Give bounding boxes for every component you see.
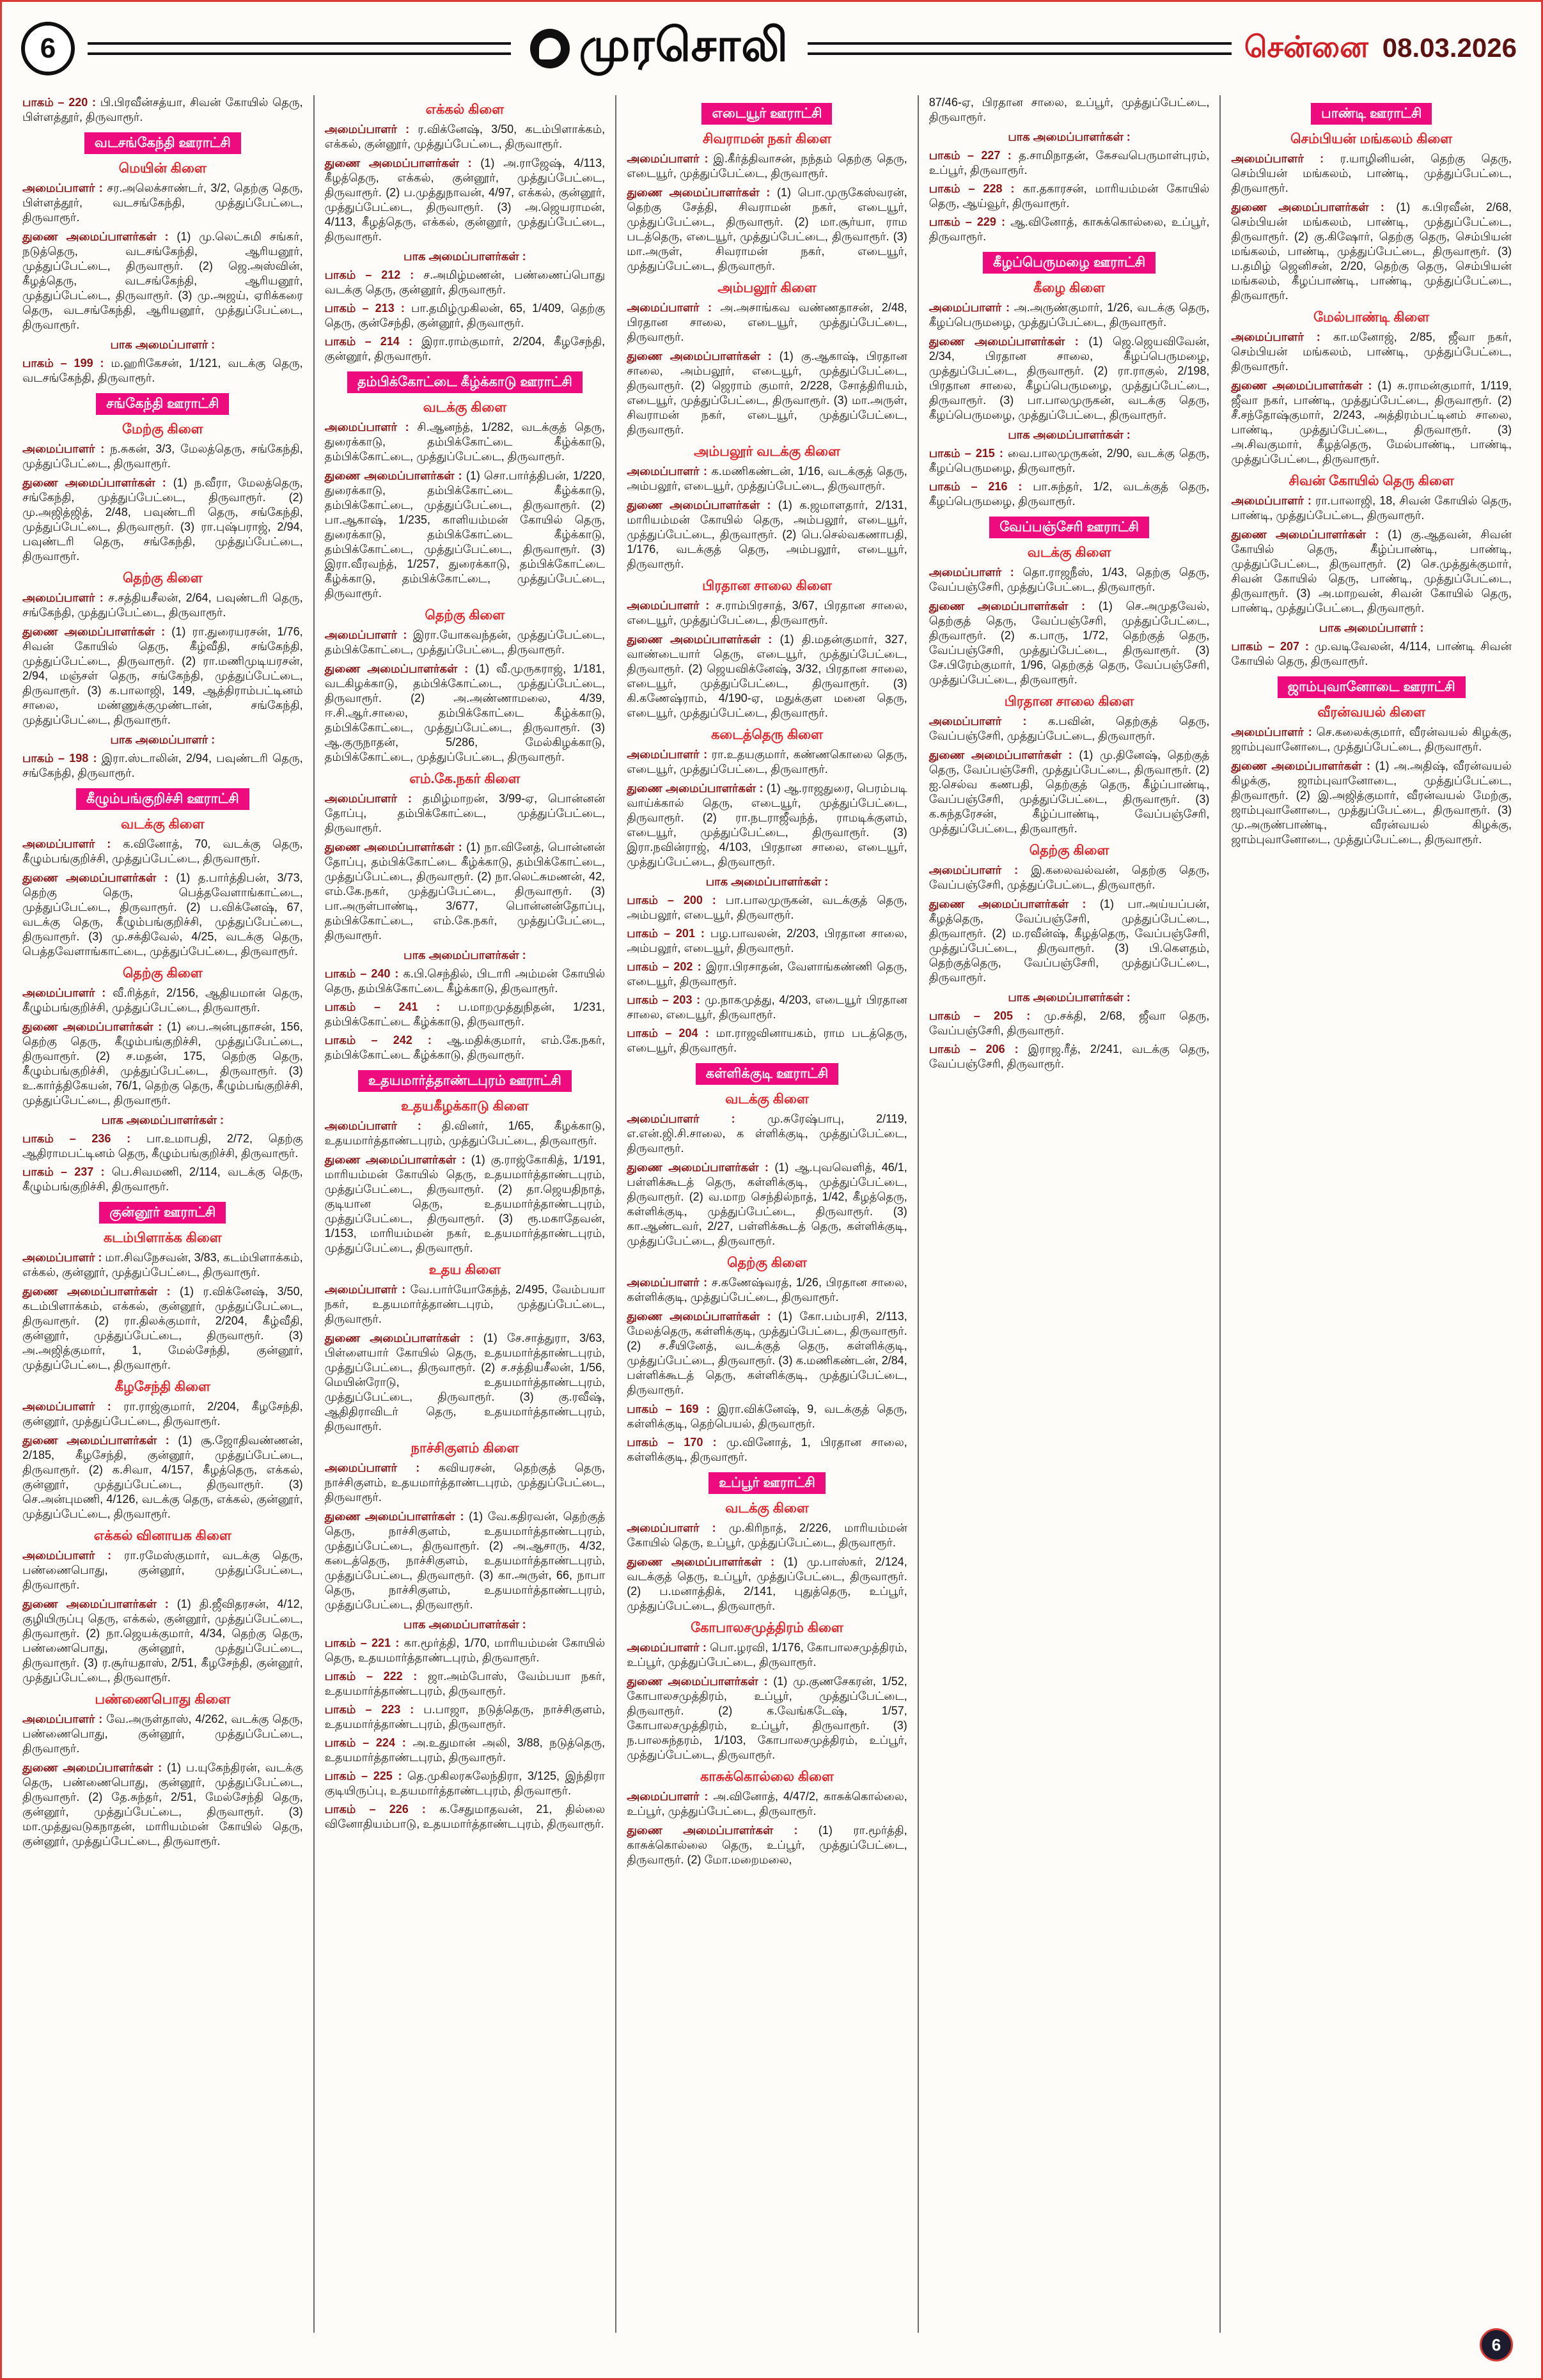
- organizer-entry: அமைப்பாளர் : மு.சுரேஷ்பாபு, 2/119, எ.என்.ஜி.சி.சாலை, க ள்ளிக்குடி, முத்துப்பேட்டை, திருவாரூர்.: [627, 1112, 907, 1155]
- organizer-entry: அமைப்பாளர் : ச.ராம்பிரசாத், 3/67, பிரதான சாலை, எடையூர், முத்துப்பேட்டை, திருவாரூர்.: [627, 599, 907, 626]
- field-label: பாகம் – 205 :: [928, 1009, 1031, 1022]
- field-label: பாகம் – 241 :: [324, 1000, 441, 1013]
- branch-header: கீழசேந்தி கிளை: [114, 1380, 210, 1394]
- field-label: அமைப்பாளர் :: [22, 837, 111, 850]
- deputy-organizers-entry: துணை அமைப்பாளர்கள் : (1) தி.ஜீவிதரசன், 4/12, குழியிருப்பு தெரு, எக்கல், குன்னூர், முத்துப்பேட்டை, திருவாரூர். (2) நா.ஜெயக்குமார், 4/34, தெற்கு தெரு, பண்ணைபொது, குன்னூர், முத்துப்பேட்டை, திருவாரூர். (3) ர.சூர்யதாஸ், 2/51, கீழசேந்தி, குன்னூர், முத்துப்பேட்டை, திருவாரூர்.: [22, 1598, 303, 1684]
- branch-header: அம்பலூர் கிளை: [717, 281, 817, 295]
- deputy-organizers-entry: துணை அமைப்பாளர்கள் : (1) தி.மதன்குமார், 327, வாண்டையார் தெரு, எடையூர், முத்துப்பேட்டை, திருவாரூர். (2) ஜெயவிக்னேஷ், 3/32, பிரதான சாலை, எடையூர், முத்துப்பேட்டை, திருவாரூர். (3) கி.கணேஷ்ராம், 4/190-ஏ, மதுக்குள மனை தெரு, எடையூர், முத்துப்பேட்டை, திருவாரூர்.: [627, 633, 907, 719]
- field-label: அமைப்பாளர் :: [928, 301, 1010, 314]
- organizer-entry: அமைப்பாளர் : அ.அருண்குமார், 1/26, வடக்கு தெரு, கீழப்பெருமழை, முத்துப்பேட்டை, திருவாரூர்.: [928, 301, 1210, 329]
- part-entry: பாகம் – 206 : இராஜ.ரீத், 2/241, வடக்கு தெரு, வேப்பஞ்சேரி, திருவாரூர்.: [928, 1043, 1210, 1070]
- field-label: அமைப்பாளர் :: [627, 301, 712, 314]
- branch-header: கடைத்தெரு கிளை: [710, 727, 823, 742]
- field-label: துணை அமைப்பாளர்கள் :: [928, 749, 1072, 761]
- branch-header: சிவராமன் நகர் கிளை: [702, 132, 832, 146]
- branch-header: செம்பியன் மங்கலம் கிளை: [1290, 132, 1453, 146]
- part-organizers-heading: பாக அமைப்பாளர்கள் :: [1008, 428, 1131, 441]
- masthead-rule-right: [808, 42, 1231, 55]
- deputy-organizers-entry: துணை அமைப்பாளர்கள் : (1) கு.ராஜ்கோகித், 1/191, மாரியம்மன் கோயில் தெரு, உதயமார்த்தாண்டபுரம், முத்துப்பேட்டை, திருவாரூர். (2) தா.ஜெயதிநாத், குடியான தெரு, உதயமார்த்தாண்டபுரம், முத்துப்பேட்டை, திருவாரூர். (3) ரூ.மகாதேவன், 1/153, மாரியம்மன் நகர், உதயமார்த்தாண்டபுரம், முத்துப்பேட்டை, திருவாரூர்.: [324, 1153, 606, 1254]
- part-entry: பாகம் – 225 : தெ.முகிலரசுலேந்திரா, 3/125, இந்திரா குடியிருப்பு, உதயமார்த்தாண்டபுரம், திருவாரூர்.: [324, 1769, 606, 1797]
- field-label: பாகம் – 216 :: [928, 480, 1022, 493]
- field-label: துணை அமைப்பாளர்கள் :: [1231, 528, 1379, 541]
- branch-header: தெற்கு கிளை: [122, 571, 203, 586]
- organizer-entry: அமைப்பாளர் : கவியரசன், தெற்குத் தெரு, நாச்சிகுளம், உதயமார்த்தாண்டபுரம், முத்துப்பேட்டை, திருவாரூர்.: [324, 1461, 606, 1504]
- deputy-organizers-entry: துணை அமைப்பாளர்கள் : (1) சு.ராமன்குமார், 1/119, ஜீவா நகர், பாண்டி, முத்துப்பேட்டை, திருவாரூர். (2) சீ.சந்தோஷ்குமார், 2/243, அத்திரம்பட்டினம் சாலை, பாண்டி, முத்துப்பேட்டை, திருவாரூர். (3) அ.சிவகுமார், கீழத்தெரு, மேல்பாண்டி, பாண்டி, முத்துப்பேட்டை, திருவாரூர்.: [1231, 379, 1512, 465]
- panchayat-header: எடையூர் ஊராட்சி: [701, 103, 832, 125]
- organizer-entry: அமைப்பாளர் : இரா.யோகவந்தன், முத்துப்பேட்டை, தம்பிக்கோட்டை, முத்துப்பேட்டை, திருவாரூர்.: [324, 628, 606, 656]
- field-label: அமைப்பாளர் :: [324, 1119, 421, 1132]
- field-label: அமைப்பாளர் :: [1231, 152, 1324, 165]
- part-entry: பாகம் – 216 : பா.சுந்தர், 1/2, வடக்குத் தெரு, கீழப்பெருமழை, திருவாரூர்.: [928, 480, 1210, 508]
- deputy-organizers-entry: துணை அமைப்பாளர்கள் : (1) பொ.முருகேஸ்வரன், தெற்கு சேத்தி, சிவராமன் நகர், எடையூர், முத்துப்பேட்டை, திருவாரூர். (2) மா.சூர்யா, ராம படத்தெரு, எடையூர், முத்துப்பேட்டை, திருவாரூர். (3) மா.அருள், சிவராமன் நகர், எடையூர், முத்துப்பேட்டை, திருவாரூர்.: [627, 186, 907, 272]
- field-label: துணை அமைப்பாளர்கள் :: [324, 841, 462, 853]
- panchayat-header: வேப்பஞ்சேரி ஊராட்சி: [989, 517, 1149, 538]
- part-entry: பாகம் – 240 : க.பி.செந்தில், பிடாரி அம்மன் கோயில் தெரு, தம்பிக்கோட்டை கீழ்க்காடு, திருவாரூர்.: [324, 967, 606, 995]
- field-label: துணை அமைப்பாளர்கள் :: [627, 782, 764, 795]
- deputy-organizers-entry: துணை அமைப்பாளர்கள் : (1) ப.யுகேந்திரன், வடக்கு தெரு, பண்ணைபொது, குன்னூர், முத்துப்பேட்டை, திருவாரூர். (2) தே.சுந்தர், 2/51, மேல்சேந்தி தெரு, குன்னூர், முத்துப்பேட்டை, திருவாரூர். (3) மா.முத்துவடுகநாதன், மாரியம்மன் கோயில் தெரு, குன்னூர், முத்துப்பேட்டை, திருவாரூர்.: [22, 1761, 303, 1847]
- field-label: அமைப்பாளர் :: [627, 1790, 709, 1803]
- deputy-organizers-entry: துணை அமைப்பாளர்கள் : (1) மு.குணசேகரன், 1/52, கோபாலசமுத்திரம், உப்பூர், முத்துப்பேட்டை, திருவாரூர். (2) க.வேங்கடேஷ், 1/57, கோபாலசமுத்திரம், உப்பூர், திருவாரூர். (3) ந.பாலசுந்தரம், 1/103, கோபாலசமுத்திரம், உப்பூர், முத்துப்பேட்டை, திருவாரூர்.: [627, 1675, 907, 1761]
- column-1: [21, 95, 315, 2333]
- branch-header: நாச்சிகுளம் கிளை: [411, 1441, 519, 1456]
- deputy-organizers-entry: துணை அமைப்பாளர்கள் : (1) வே.கதிரவன், தெற்குத் தெரு, நாச்சிகுளம், உதயமார்த்தாண்டபுரம், முத்துப்பேட்டை, திருவாரூர். (2) அ.ஆசாரு, 4/32, கடைத்தெரு, நாச்சிகுளம், உதயமார்த்தாண்டபுரம், முத்துப்பேட்டை, திருவாரூர். (3) கா.அருள், 66, நாபா தெரு, நாச்சிகுளம், உதயமார்த்தாண்டபுரம், முத்துப்பேட்டை, திருவாரூர்.: [324, 1510, 606, 1611]
- part-entry: பாகம் – 170 : மு.வினோத், 1, பிரதான சாலை, கள்ளிக்குடி, திருவாரூர்.: [627, 1436, 907, 1463]
- organizer-entry: அமைப்பாளர் : செ.கலைக்குமார், வீரன்வயல் கிழக்கு, ஜாம்புவானோடை, முத்துப்பேட்டை, திருவாரூர்.: [1231, 726, 1512, 753]
- panchayat-header: தம்பிக்கோட்டை கீழ்க்காடு ஊராட்சி: [347, 371, 583, 393]
- part-entry: பாகம் – 201 : பழ.பாவலன், 2/203, பிரதான சாலை, அம்பலூர், எடையூர், திருவாரூர்.: [627, 927, 907, 954]
- field-label: அமைப்பாளர் :: [324, 421, 409, 433]
- panchayat-header: கீழப்பெருமழை ஊராட்சி: [983, 252, 1155, 274]
- field-label: துணை அமைப்பாளர்கள் :: [22, 1434, 169, 1447]
- part-entry: பாகம் – 214 : இரா.ராம்குமார், 2/204, கீழசேந்தி, குன்னூர், திருவாரூர்.: [324, 335, 606, 362]
- organizer-entry: அமைப்பாளர் : சர.அலெக்சாண்டர், 3/2, தெற்கு தெரு, பிள்ளத்தூர், வடசங்கேந்தி, முத்துப்பேட்டை, திருவாரூர்.: [22, 182, 303, 224]
- organizer-entry: அமைப்பாளர் : அ.அசாங்கவ வண்ணதாசன், 2/48, பிரதான சாலை, எடையூர், முத்துப்பேட்டை, திருவாரூர்.: [627, 301, 907, 343]
- part-organizers-heading: பாக அமைப்பாளர்கள் :: [101, 1114, 224, 1126]
- organizer-entry: அமைப்பாளர் : மு.கிரிநாத், 2/226, மாரியம்மன் கோயில் தெரு, உப்பூர், முத்துப்பேட்டை, திருவாரூர்.: [627, 1521, 907, 1549]
- deputy-organizers-entry: துணை அமைப்பாளர்கள் : (1) நா.வினேத், பொன்னன் தோப்பு, தம்பிக்கோட்டை கீழ்க்காடு, தம்பிக்கோட்டை, முத்துப்பேட்டை, திருவாரூர். (2) நா.லெட்சுமணன், 42, எம்.கே.நகர், முத்துப்பேட்டை, திருவாரூர். (3) பா.அருள்பாண்டி, 3/677, பொன்னன்தோப்பு, தம்பிக்கோட்டை, எம்.கே.நகர், முத்துப்பேட்டை, திருவாரூர்.: [324, 841, 606, 942]
- field-label: பாகம் – 220 :: [22, 96, 97, 109]
- part-entry: பாகம் – 207 : மு.வடிவேலன், 4/114, பாண்டி சிவன் கோயில் தெரு, திருவாரூர்.: [1231, 640, 1512, 667]
- field-label: பாகம் – 237 :: [22, 1165, 105, 1178]
- part-entry: பாகம் – 220 : பி.பிரவீன்சத்யா, சிவன் கோயில் தெரு, பிள்ளத்தூர், திருவாரூர்.: [22, 96, 303, 123]
- field-label: அமைப்பாளர் :: [627, 1641, 707, 1654]
- column-4: [919, 95, 1221, 2333]
- organizer-entry: அமைப்பாளர் : தி.வினர், 1/65, கீழக்காடு, உதயமார்த்தாண்டபுரம், முத்துப்பேட்டை, திருவாரூர்.: [324, 1119, 606, 1147]
- part-organizers-heading: பாக அமைப்பாளர்கள் :: [1008, 130, 1131, 143]
- field-label: பாகம் – 202 :: [627, 960, 701, 973]
- deputy-organizers-entry: துணை அமைப்பாளர்கள் : (1) அ.அதிஷ், வீரன்வயல் கிழக்கு, ஜாம்புவானோடை, முத்துப்பேட்டை, திருவாரூர். (2) இ.அஜித்குமார், வீரன்வயல் மேற்கு, ஜாம்புவானோடை, முத்துப்பேட்டை, திருவாரூர். (3) மு.அருண்பாண்டி, வீரன்வயல் கிழக்கு, ஜாம்புவானோடை, முத்துப்பேட்டை, திருவாரூர்.: [1231, 759, 1512, 846]
- field-label: துணை அமைப்பாளர்கள் :: [324, 469, 462, 482]
- field-label: அமைப்பாளர் :: [22, 1400, 111, 1413]
- edition-block: [1244, 29, 1522, 68]
- field-label: பாகம் – 201 :: [627, 927, 705, 940]
- part-organizers-heading: பாக அமைப்பாளர்கள் :: [403, 949, 526, 961]
- field-label: அமைப்பாளர் :: [627, 465, 707, 478]
- field-label: பாகம் – 242 :: [324, 1034, 432, 1046]
- part-organizers-heading: பாக அமைப்பாளர்கள் :: [403, 1618, 526, 1631]
- field-label: துணை அமைப்பாளர்கள் :: [1231, 379, 1372, 392]
- organizer-entry: அமைப்பாளர் : ர.யாழினியன், தெற்கு தெரு, செம்பியன் மங்கலம், பாண்டி, முத்துப்பேட்டை, திருவாரூர்.: [1231, 152, 1512, 194]
- organizer-entry: அமைப்பாளர் : தொ.ராஜநீஸ், 1/43, தெற்கு தெரு, வேப்பஞ்சேரி, முத்துப்பேட்டை, திருவாரூர்.: [928, 566, 1210, 593]
- deputy-organizers-entry: துணை அமைப்பாளர்கள் : (1) மு.லெட்சுமி சங்கர், நடுத்தெரு, வடசங்கேந்தி, ஆரியனூர், முத்துப்பேட்டை, திருவாரூர். (2) ஜெ.அஸ்வின், கீழத்தெரு, வடசங்கேந்தி, ஆரியனூர், முத்துப்பேட்டை, திருவாரூர். (3) மு.அஜய், ஏரிக்கரை தெரு, வடசங்கேந்தி, ஆரியனூர், முத்துப்பேட்டை, திருவாரூர்.: [22, 230, 303, 331]
- part-entry: பாகம் – 215 : வை.பாலமுருகன், 2/90, வடக்கு தெரு, கீழப்பெருமழை, திருவாரூர்.: [928, 447, 1210, 474]
- field-label: துணை அமைப்பாளர்கள் :: [928, 335, 1079, 348]
- panchayat-header: கள்ளிக்குடி ஊராட்சி: [696, 1063, 839, 1085]
- page-number-badge: 6: [21, 22, 75, 75]
- issue-date: 08.03.2026: [1382, 32, 1517, 63]
- field-label: பாகம் – 213 :: [324, 302, 405, 315]
- branch-header: எக்கல் வினாயக கிளை: [93, 1528, 231, 1543]
- part-entry: பாகம் – 242 : ஆ.மதிக்குமார், எம்.கே.நகர், தம்பிக்கோட்டை கீழ்க்காடு, திருவாரூர்.: [324, 1034, 606, 1061]
- organizer-entry: அமைப்பாளர் : இ.கீர்த்திவாசன், நந்தம் தெற்கு தெரு, எடையூர், முத்துப்பேட்டை, திருவாரூர்.: [627, 152, 907, 180]
- branch-header: கடம்பிளாக்க கிளை: [103, 1231, 222, 1245]
- part-organizers-heading: பாக அமைப்பாளர்கள் :: [705, 875, 829, 888]
- field-label: துணை அமைப்பாளர்கள் :: [324, 1332, 474, 1344]
- organizer-entry: அமைப்பாளர் : ர.விக்னேஷ், 3/50, கடம்பிளாக்கம், எக்கல், குன்னூர், முத்துப்பேட்டை, திருவாரூர்.: [324, 123, 606, 150]
- branch-header: வடக்கு கிளை: [725, 1501, 809, 1516]
- organizer-entry: அமைப்பாளர் : சி.ஆனந்த், 1/282, வடக்குத் தெரு, துரைக்காடு, தம்பிக்கோட்டை கீழ்க்காடு, தம்பிக்கோட்டை, முத்துப்பேட்டை, திருவாரூர்.: [324, 421, 606, 463]
- field-label: பாகம் – 236 :: [22, 1132, 131, 1145]
- panchayat-header: கீழும்பங்குறிச்சி ஊராட்சி: [76, 788, 249, 810]
- field-label: அமைப்பாளர் :: [324, 1283, 406, 1296]
- field-label: பாகம் – 214 :: [324, 335, 412, 348]
- branch-header: எக்கல் கிளை: [425, 102, 505, 117]
- field-label: துணை அமைப்பாளர்கள் :: [324, 157, 472, 169]
- deputy-organizers-entry: துணை அமைப்பாளர்கள் : (1) வீ.முருகராஜ், 1/181, வடகிழக்காடு, தம்பிக்கோட்டை, முத்துப்பேட்டை, திருவாரூர். (2) அ.அண்ணாமலை, 4/39, ஈ.சி.ஆர்.சாலை, தம்பிக்கோட்டை கீழ்க்காடு, தம்பிக்கோட்டை, முத்துப்பேட்டை, திருவாரூர். (3) ஆ.குருநாதன், 5/286, மேல்கிழக்காடு, தம்பிக்கோட்டை, முத்துப்பேட்டை, திருவாரூர்.: [324, 662, 606, 763]
- field-label: பாகம் – 200 :: [627, 894, 716, 906]
- deputy-organizers-entry: துணை அமைப்பாளர்கள் : (1) கோ.பம்பரசி, 2/113, மேலத்தெரு, கள்ளிக்குடி, முத்துப்பேட்டை, திருவாரூர். (2) ச.சீயினேத், வடக்குத் தெரு, கள்ளிக்குடி, முத்துப்பேட்டை, திருவாரூர். (3) க.மணிகண்டன், 2/84, பள்ளிக்கூடத் தெரு, கள்ளிக்குடி, முத்துப்பேட்டை, திருவாரூர்.: [627, 1310, 907, 1396]
- organizer-entry: அமைப்பாளர் : வீ.ரித்தர், 2/156, ஆதியமான் தெரு, கீழும்பங்குறிச்சி, முத்துப்பேட்டை, திருவாரூர்.: [22, 986, 303, 1014]
- organizer-entry: அமைப்பாளர் : க.வினோத், 70, வடக்கு தெரு, கீழும்பங்குறிச்சி, முத்துப்பேட்டை, திருவாரூர்.: [22, 837, 303, 865]
- columns: [21, 95, 1522, 2333]
- panchayat-header: வடசங்கேந்தி ஊராட்சி: [84, 132, 241, 154]
- field-label: பாகம் – 229 :: [928, 215, 1006, 228]
- deputy-organizers-entry: துணை அமைப்பாளர்கள் : (1) செ.அமுதவேல், தெற்குத் தெரு, வேப்பஞ்சேரி, முத்துப்பேட்டை, திருவாரூர். (2) க.பாரு, 1/72, தெற்குத் தெரு, வேப்பஞ்சேரி, முத்துப்பேட்டை, திருவாரூர். (3) சே.பிரேம்குமார், 1/96, தெற்குத் தெரு, வேப்பஞ்சேரி, முத்துப்பேட்டை, திருவாரூர்.: [928, 600, 1210, 686]
- deputy-organizers-entry: துணை அமைப்பாளர்கள் : (1) கு.ஆதவன், சிவன் கோயில் தெரு, கீழ்ப்பாண்டி, பாண்டி, முத்துப்பேட்டை, திருவாரூர். (2) செ.முத்துக்குமார், சிவன் கோயில் தெரு, பாண்டி, முத்துப்பேட்டை, திருவாரூர். (3) அ.மாறவன், சிவன் கோயில் தெரு, பாண்டி, முத்துப்பேட்டை, திருவாரூர்.: [1231, 528, 1512, 614]
- part-entry: பாகம் – 226 : க.சேதுமாதவன், 21, தில்லை வினோதியம்பாடு, உதயமார்த்தாண்டபுரம், திருவாரூர்.: [324, 1803, 606, 1830]
- part-entry: பாகம் – 237 : பெ.சிவமணி, 2/114, வடக்கு தெரு, கீழும்பங்குறிச்சி, திருவாரூர்.: [22, 1165, 303, 1193]
- field-label: அமைப்பாளர் :: [22, 1549, 112, 1562]
- field-label: துணை அமைப்பாளர்கள் :: [22, 871, 168, 884]
- field-label: துணை அமைப்பாளர்கள் :: [22, 625, 166, 638]
- organizer-entry: அமைப்பாளர் : ச.கணேஷ்வரத், 1/26, பிரதான சாலை, கள்ளிக்குடி, முத்துப்பேட்டை, திருவாரூர்.: [627, 1276, 907, 1303]
- field-label: துணை அமைப்பாளர்கள் :: [22, 1285, 171, 1298]
- deputy-organizers-entry: துணை அமைப்பாளர்கள் : (1) ரா.மூர்த்தி, காசுக்கொல்லை தெரு, உப்பூர், முத்துப்பேட்டை, திருவாரூர். (2) மோ.மறைமலை,: [627, 1824, 907, 1866]
- part-organizers-heading: பாக அமைப்பாளர்கள் :: [1008, 991, 1131, 1004]
- field-label: அமைப்பாளர் :: [627, 748, 708, 761]
- organizer-entry: அமைப்பாளர் : வே.அருள்தாஸ், 4/262, வடக்கு தெரு, பண்ணைபொது, குன்னூர், முத்துப்பேட்டை, திருவாரூர்.: [22, 1713, 303, 1755]
- field-label: பாகம் – 224 :: [324, 1736, 406, 1749]
- field-label: பாகம் – 199 :: [22, 357, 104, 369]
- part-entry: பாகம் – 200 : பா.பாலமுருகன், வடக்குத் தெரு, அம்பலூர், எடையூர், திருவாரூர்.: [627, 894, 907, 921]
- field-label: பாகம் – 204 :: [627, 1027, 709, 1039]
- field-label: அமைப்பாளர் :: [22, 986, 106, 999]
- branch-header: உதய கிளை: [428, 1263, 501, 1277]
- field-label: அமைப்பாளர் :: [928, 715, 1027, 727]
- deputy-organizers-entry: துணை அமைப்பாளர்கள் : (1) ரா.துரையரசன், 1/76, சிவன் கோயில் தெரு, கீழ்வீதி, சங்கேந்தி, முத்துப்பேட்டை, திருவாரூர். (2) ரா.மணிமுடியரசன், 2/94, மஞ்சள் தெரு, சங்கேந்தி, முத்துப்பேட்டை, திருவாரூர். (3) க.பாலாஜி, 149, ஆத்திராம்பட்டினம் சாலை, மண்ணுக்குமுண்டான், சங்கேந்தி, முத்துப்பேட்டை, திருவாரூர்.: [22, 625, 303, 726]
- part-entry: பாகம் – 202 : இரா.பிரசாதன், வேளாங்கண்ணி தெரு, எடையூர், திருவாரூர்.: [627, 960, 907, 988]
- deputy-organizers-entry: துணை அமைப்பாளர்கள் : (1) அ.ராஜேஷ், 4/113, கீழத்தெரு, எக்கல், குன்னூர், முத்துப்பேட்டை, திருவாரூர். (2) ப.முத்துநாவன், 4/97, எக்கல், குன்னூர், முத்துப்பேட்டை, திருவாரூர். (3) அ.ஜெயராமன், 4/113, கீழத்தெரு, எக்கல், குன்னூர், முத்துப்பேட்டை, திருவாரூர்.: [324, 157, 606, 243]
- branch-header: தெற்கு கிளை: [425, 608, 505, 623]
- branch-header: வீரன்வயல் கிளை: [1317, 705, 1426, 720]
- branch-header: மேல்பாண்டி கிளை: [1313, 310, 1430, 325]
- field-label: பாகம் – 221 :: [324, 1637, 400, 1649]
- organizer-entry: அமைப்பாளர் : க.பவின், தெற்குத் தெரு, வேப்பஞ்சேரி, முத்துப்பேட்டை, திருவாரூர்.: [928, 715, 1210, 742]
- branch-header: கீழை கிளை: [1033, 281, 1106, 295]
- column-3: [616, 95, 919, 2333]
- organizer-entry: அமைப்பாளர் : ரா.ரமேஸ்குமார், வடக்கு தெரு, பண்ணைபொது, குன்னூர், முத்துப்பேட்டை, திருவாரூர்.: [22, 1549, 303, 1591]
- part-entry: பாகம் – 222 : ஜா.அம்போஸ், வேம்பயா நகர், உதயமார்த்தாண்டபுரம், திருவாரூர்.: [324, 1670, 606, 1697]
- field-label: துணை அமைப்பாளர்கள் :: [627, 1824, 798, 1837]
- masthead-title: முரசொலி: [579, 20, 789, 71]
- part-entry: பாகம் – 213 : பா.தமிழ்முகிலன், 65, 1/409, தெற்கு தெரு, குன்சேந்தி, குன்னூர், திருவாரூர்.: [324, 302, 606, 329]
- field-label: துணை அமைப்பாளர்கள் :: [1231, 201, 1384, 214]
- part-entry: பாகம் – 223 : ப.பாஜா, நடுத்தெரு, நாச்சிகுளம், உதயமார்த்தாண்டபுரம், திருவாரூர்.: [324, 1703, 606, 1731]
- field-label: துணை அமைப்பாளர்கள் :: [324, 662, 469, 675]
- field-label: பாகம் – 198 :: [22, 752, 97, 765]
- branch-header: வடக்கு கிளை: [120, 817, 205, 832]
- deputy-organizers-entry: துணை அமைப்பாளர்கள் : (1) ந.வீரா, மேலத்தெரு, சங்கேந்தி, முத்துப்பேட்டை, திருவாரூர். (2) மு.அஜித்ஜித், 2/48, பவுண்டரி தெரு, சங்கேந்தி, முத்துப்பேட்டை, திருவாரூர். (3) ரா.புஷ்பராஜ், 2/94, பவுண்டரி தெரு, சங்கேந்தி, முத்துப்பேட்டை, திருவாரூர்.: [22, 476, 303, 563]
- panchayat-header: உதயமார்த்தாண்டபுரம் ஊராட்சி: [358, 1070, 572, 1092]
- branch-header: காசுக்கொல்லை கிளை: [700, 1769, 834, 1784]
- column-5: [1221, 95, 1522, 2333]
- part-entry: பாகம் – 236 : பா.உமாபதி, 2/72, தெற்கு ஆதிராமபட்டினம் தெரு, கீழும்பங்குறிச்சி, திருவாரூர்.: [22, 1132, 303, 1160]
- field-label: பாகம் – 203 :: [627, 993, 701, 1006]
- field-label: பாகம் – 206 :: [928, 1043, 1019, 1055]
- field-label: பாகம் – 207 :: [1231, 640, 1309, 653]
- branch-header: தெற்கு கிளை: [727, 1256, 807, 1270]
- part-organizers-heading: பாக அமைப்பாளர் :: [110, 733, 215, 746]
- field-label: துணை அமைப்பாளர்கள் :: [627, 1310, 771, 1323]
- field-label: அமைப்பாளர் :: [928, 566, 1014, 579]
- organizer-entry: அமைப்பாளர் : க.மணிகண்டன், 1/16, வடக்குத் தெரு, அம்பலூர், எடையூர், முத்துப்பேட்டை, திருவாரூர்.: [627, 465, 907, 492]
- field-label: துணை அமைப்பாளர்கள் :: [22, 1020, 162, 1033]
- field-label: துணை அமைப்பாளர்கள் :: [627, 186, 771, 199]
- field-label: துணை அமைப்பாளர்கள் :: [324, 1510, 464, 1523]
- masthead-logo: [524, 19, 795, 78]
- field-label: அமைப்பாளர் :: [22, 591, 104, 604]
- deputy-organizers-entry: துணை அமைப்பாளர்கள் : (1) சொ.பார்த்திபன், 1/220, துரைக்காடு, தம்பிக்கோட்டை கீழ்க்காடு, தம்பிக்கோட்டை, முத்துப்பேட்டை, திருவாரூர். (2) பா.ஆகாஷ், 1/235, காளியம்மன் கோயில் தெரு, துரைக்காடு, தம்பிக்கோட்டை கீழ்க்காடு, தம்பிக்கோட்டை, முத்துப்பேட்டை, திருவாரூர். (3) இரா.வீரவந்த், 1/257, துரைக்காடு, தம்பிக்கோட்டை கீழ்க்காடு, தம்பிக்கோட்டை, முத்துப்பேட்டை, திருவாரூர்.: [324, 469, 606, 600]
- field-label: அமைப்பாளர் :: [324, 628, 407, 641]
- part-entry: பாகம் – 212 : ச.அமிழ்மணன், பண்ணைப்பொது வடக்கு தெரு, குன்னூர், திருவாரூர்.: [324, 268, 606, 296]
- part-organizers-heading: பாக அமைப்பாளர் :: [1319, 621, 1424, 634]
- field-label: பாகம் – 227 :: [928, 149, 1012, 162]
- branch-header: வடக்கு கிளை: [423, 400, 507, 415]
- field-label: அமைப்பாளர் :: [627, 1276, 708, 1289]
- field-label: துணை அமைப்பாளர்கள் :: [22, 230, 169, 243]
- branch-header: எம்.கே.நகர் கிளை: [409, 772, 521, 786]
- branch-header: தெற்கு கிளை: [1029, 843, 1109, 858]
- branch-header: பிரதான சாலை கிளை: [1004, 694, 1134, 709]
- organizer-entry: அமைப்பாளர் : வே.பார்யோகேந்த், 2/495, வேம்பயா நகர், உதயமார்த்தாண்டபுரம், முத்துப்பேட்டை, திருவாரூர்.: [324, 1283, 606, 1325]
- panchayat-header: சங்கேந்தி ஊராட்சி: [96, 393, 229, 415]
- field-label: அமைப்பாளர் :: [324, 123, 410, 136]
- deputy-organizers-entry: துணை அமைப்பாளர்கள் : (1) பை.அன்புதாசன், 156, தெற்கு தெரு, கீழும்பங்குறிச்சி, முத்துப்பேட்டை, திருவாரூர். (2) ச.மதன், 175, தெற்கு தெரு, கீழும்பங்குறிச்சி, முத்துப்பேட்டை, திருவாரூர். (3) உ.கார்த்திகேயன், 76/1, தெற்கு தெரு, கீழும்பங்குறிச்சி, முத்துப்பேட்டை, திருவாரூர்.: [22, 1020, 303, 1107]
- deputy-organizers-entry: துணை அமைப்பாளர்கள் : (1) கு.ஆகாஷ், பிரதான சாலை, அம்பலூர், எடையூர், முத்துப்பேட்டை, திருவாரூர். (2) ஜெராம் குமார், 2/228, சோத்திரியம், எடையூர், முத்துப்பேட்டை, திருவாரூர். (3) மா.அருள், சிவராமன் நகர், எடையூர், முத்துப்பேட்டை, திருவாரூர்.: [627, 350, 907, 436]
- branch-header: சிவன் கோயில் தெரு கிளை: [1288, 474, 1454, 488]
- part-entry: பாகம் – 229 : ஆ.வினோத், காசுக்கொல்லை, உப்பூர், திருவாரூர்.: [928, 215, 1210, 243]
- part-entry: பாகம் – 204 : மா.ராஜவினாயகம், ராம படத்தெரு, எடையூர், திருவாரூர்.: [627, 1027, 907, 1054]
- field-label: பாகம் – 169 :: [627, 1403, 710, 1415]
- branch-header: உதயகீழக்காடு கிளை: [401, 1099, 529, 1114]
- field-label: துணை அமைப்பாளர்கள் :: [627, 1161, 769, 1174]
- deputy-organizers-entry: துணை அமைப்பாளர்கள் : (1) க.ஜமாளதார், 2/131, மாரியம்மன் கோயில் தெரு, அம்பலூர், எடையூர், முத்துப்பேட்டை, திருவாரூர். (2) பெ.செல்வகணாபதி, 1/176, வடக்குத் தெரு, அம்பலூர், எடையூர், திருவாரூர்.: [627, 499, 907, 570]
- part-entry: பாகம் – 198 : இரா.ஸ்டாலின், 2/94, பவுண்டரி தெரு, சங்கேந்தி, திருவாரூர்.: [22, 752, 303, 779]
- part-entry: பாகம் – 241 : ப.மாறமுத்துநிதன், 1/231, தம்பிக்கோட்டை கீழ்க்காடு, திருவாரூர்.: [324, 1000, 606, 1028]
- part-organizers-heading: பாக அமைப்பாளர் :: [110, 338, 215, 351]
- deputy-organizers-entry: துணை அமைப்பாளர்கள் : (1) க.பிரவீன், 2/68, செம்பியன் மங்கலம், பாண்டி, முத்துப்பேட்டை, திருவாரூர். (2) கு.கிஷோர், தெற்கு தெரு, செம்பியன் மங்கலம், பாண்டி, முத்துப்பேட்டை, திருவாரூர். (3) ப.தமிழ் ஜெனிசன், 2/20, தெற்கு தெரு, செம்பியன் மங்கலம், கீழப்பாண்டி, பாண்டி, முத்துப்பேட்டை, திருவாரூர்.: [1231, 201, 1512, 302]
- footer-page-number-badge: 6: [1480, 2328, 1513, 2361]
- field-label: பாகம் – 223 :: [324, 1703, 414, 1716]
- organizer-entry: அமைப்பாளர் : இ.கலைவல்வன், தெற்கு தெரு, வேப்பஞ்சேரி, முத்துப்பேட்டை, திருவாரூர்.: [928, 864, 1210, 891]
- field-label: துணை அமைப்பாளர்கள் :: [928, 898, 1086, 910]
- deputy-organizers-entry: துணை அமைப்பாளர்கள் : (1) ஆ.ராஜதுரை, பெரம்படி வாய்க்கால் தெரு, எடையூர், முத்துப்பேட்டை, திருவாரூர். (2) ரா.நடராஜீவந்த், ராமடிக்குளம், எடையூர், முத்துப்பேட்டை, திருவாரூர். (3) இரா.நவின்ராஜ், 4/103, பிரதான சாலை, எடையூர், முத்துப்பேட்டை, திருவாரூர்.: [627, 782, 907, 868]
- field-label: அமைப்பாளர் :: [22, 442, 105, 455]
- branch-header: வடக்கு கிளை: [725, 1092, 809, 1107]
- part-entry: பாகம் – 203 : மு.நாகமுத்து, 4/203, எடையூர் பிரதான சாலை, எடையூர், திருவாரூர்.: [627, 993, 907, 1021]
- panchayat-header: உப்பூர் ஊராட்சி: [709, 1472, 826, 1494]
- organizer-entry: அமைப்பாளர் : ரா.உதயகுமார், கண்ணகொலை தெரு, எடையூர், முத்துப்பேட்டை, திருவாரூர்.: [627, 748, 907, 775]
- deputy-organizers-entry: துணை அமைப்பாளர்கள் : (1) ஜெ.ஜெயவிவேன், 2/34, பிரதான சாலை, கீழப்பெருமழை, முத்துப்பேட்டை, திருவாரூர். (2) ரா.ராகுல், 2/198, பிரதான சாலை, கீழப்பெருமழை, முத்துப்பேட்டை, திருவாரூர். (3) பா.பாலமுருகன், வடக்கு தெரு, கீழப்பெருமழை, முத்துப்பேட்டை, திருவாரூர்.: [928, 335, 1210, 421]
- field-label: துணை அமைப்பாளர்கள் :: [627, 1555, 775, 1568]
- field-label: அமைப்பாளர் :: [627, 599, 710, 612]
- field-label: அமைப்பாளர் :: [1231, 726, 1312, 738]
- branch-header: கோபாலசமுத்திரம் கிளை: [691, 1621, 843, 1635]
- panchayat-header: குன்னூர் ஊராட்சி: [99, 1202, 226, 1224]
- deputy-organizers-entry: துணை அமைப்பாளர்கள் : (1) சே.சாத்துரா, 3/63, பிள்ளையார் கோயில் தெரு, உதயமார்த்தாண்டபுரம், முத்துப்பேட்டை, திருவாரூர். (2) ச.சத்தியசீலன், 1/56, மெயின்ரோடு, உதயமார்த்தாண்டபுரம், முத்துப்பேட்டை, திருவாரூர். (3) கு.ரவீஷ், ஆதிதிராவிடர் தெரு, உதயமார்த்தாண்டபுரம், திருவாரூர்.: [324, 1332, 606, 1433]
- field-label: அமைப்பாளர் :: [1231, 331, 1320, 343]
- organizer-entry: அமைப்பாளர் : அ.வினோத், 4/47/2, காசுக்கொல்லை, உப்பூர், முத்துப்பேட்டை, திருவாரூர்.: [627, 1790, 907, 1817]
- organizer-entry: அமைப்பாளர் : ரா.பாலாஜி, 18, சிவன் கோயில் தெரு, பாண்டி, முத்துப்பேட்டை, திருவாரூர்.: [1231, 494, 1512, 522]
- part-entry: பாகம் – 169 : இரா.விக்னேஷ், 9, வடக்குத் தெரு, கள்ளிக்குடி, தெற்பெயல், திருவாரூர்.: [627, 1403, 907, 1430]
- masthead: [21, 11, 1522, 86]
- field-label: துணை அமைப்பாளர்கள் :: [627, 350, 772, 362]
- part-organizers-heading: பாக அமைப்பாளர்கள் :: [403, 250, 526, 263]
- field-label: துணை அமைப்பாளர்கள் :: [1231, 759, 1371, 772]
- continuation-text: 87/46-ஏ, பிரதான சாலை, உப்பூர், முத்துப்பேட்டை, திருவாரூர்.: [928, 96, 1210, 123]
- field-label: அமைப்பாளர் :: [22, 1713, 103, 1725]
- edition-name: சென்னை: [1244, 29, 1368, 63]
- organizer-entry: அமைப்பாளர் : கா.மனோஜ், 2/85, ஜீவா நகர், செம்பியன் மங்கலம், பாண்டி, முத்துப்பேட்டை, திருவாரூர்.: [1231, 331, 1512, 373]
- field-label: அமைப்பாளர் :: [22, 1251, 102, 1264]
- branch-header: மெயின் கிளை: [118, 161, 207, 176]
- field-label: துணை அமைப்பாளர்கள் :: [627, 499, 771, 511]
- deputy-organizers-entry: துணை அமைப்பாளர்கள் : (1) மு.பாஸ்கர், 2/124, வடக்குத் தெரு, உப்பூர், முத்துப்பேட்டை, திருவாரூர். (2) ப.மனாத்திக், 2/141, புதுத்தெரு, உப்பூர், முத்துப்பேட்டை, திருவாரூர்.: [627, 1555, 907, 1612]
- branch-header: தெற்கு கிளை: [122, 966, 203, 981]
- field-label: அமைப்பாளர் :: [928, 864, 1019, 876]
- organizer-entry: அமைப்பாளர் : தமிழ்மாறன், 3/99-ஏ, பொன்னன் தோப்பு, தம்பிக்கோட்டை, முத்துப்பேட்டை, திருவாரூர்.: [324, 792, 606, 834]
- field-label: துணை அமைப்பாளர்கள் :: [928, 600, 1086, 612]
- field-label: துணை அமைப்பாளர்கள் :: [22, 1598, 169, 1610]
- deputy-organizers-entry: துணை அமைப்பாளர்கள் : (1) த.பார்த்திபன், 3/73, தெற்கு தெரு, பெத்தவேளாங்காட்டை, முத்துப்பேட்டை, திருவாரூர். (2) ப.விக்னேஷ், 67, வடக்கு தெரு, கீழும்பங்குறிச்சி, முத்துப்பேட்டை, திருவாரூர். (3) மு.சக்திவேல், 4/25, வடக்கு தெரு, பெத்தவேளாங்காட்டை, முத்துப்பேட்டை, திருவாரூர்.: [22, 871, 303, 958]
- field-label: துணை அமைப்பாளர்கள் :: [627, 1675, 768, 1688]
- branch-header: மேற்கு கிளை: [122, 422, 203, 437]
- organizer-entry: அமைப்பாளர் : ந.சுகன், 3/3, மேலத்தெரு, சங்கேந்தி, முத்துப்பேட்டை, திருவாரூர்.: [22, 442, 303, 470]
- organizer-entry: அமைப்பாளர் : ச.சத்தியசீலன், 2/64, பவுண்டரி தெரு, சங்கேந்தி, முத்துப்பேட்டை, திருவாரூர்.: [22, 591, 303, 619]
- field-label: அமைப்பாளர் :: [22, 182, 103, 194]
- part-entry: பாகம் – 224 : அ.உதுமான் அலி, 3/88, நடுத்தெரு, உதயமார்த்தாண்டபுரம், திருவாரூர்.: [324, 1736, 606, 1764]
- field-label: பாகம் – 225 :: [324, 1769, 402, 1782]
- field-label: பாகம் – 228 :: [928, 182, 1015, 195]
- field-label: அமைப்பாளர் :: [627, 1112, 735, 1125]
- deputy-organizers-entry: துணை அமைப்பாளர்கள் : (1) ஆ.புவவெளித், 46/1, பள்ளிக்கூடத் தெரு, கள்ளிக்குடி, முத்துப்பேட்டை, திருவாரூர். (2) வ.மாற செந்தில்நாத், 1/42, கீழத்தெரு, கள்ளிக்குடி, முத்துப்பேட்டை, திருவாரூர். (3) கா.ஆண்டவர், 2/27, பள்ளிக்கூடத் தெரு, கள்ளிக்குடி, முத்துப்பேட்டை, திருவாரூர்.: [627, 1161, 907, 1247]
- deputy-organizers-entry: துணை அமைப்பாளர்கள் : (1) பா.அய்யப்பன், கீழத்தெரு, வேப்பஞ்சேரி, முத்துப்பேட்டை, திருவாரூர். (2) ம.ரவீன்ஷ், கீழத்தெரு, வேப்பஞ்சேரி, முத்துப்பேட்டை, திருவாரூர். (3) பி.கௌதம், தெற்குத்தெரு, வேப்பஞ்சேரி, முத்துப்பேட்டை, திருவாரூர்.: [928, 898, 1210, 984]
- part-entry: பாகம் – 221 : கா.மூர்த்தி, 1/70, மாரியம்மன் கோயில் தெரு, உதயமார்த்தாண்டபுரம், திருவாரூர்.: [324, 1637, 606, 1664]
- field-label: பாகம் – 170 :: [627, 1436, 717, 1449]
- column-2: [315, 95, 617, 2333]
- branch-header: வடக்கு கிளை: [1027, 545, 1111, 560]
- branch-header: பண்ணைபொது கிளை: [95, 1692, 231, 1707]
- part-entry: பாகம் – 199 : ம.ஹரிகேசன், 1/121, வடக்கு தெரு, வடசங்கேந்தி, திருவாரூர்.: [22, 357, 303, 384]
- masthead-rule-left: [88, 42, 511, 55]
- deputy-organizers-entry: துணை அமைப்பாளர்கள் : (1) ர.விக்னேஷ், 3/50, கடம்பிளாக்கம், எக்கல், குன்னூர், முத்துப்பேட்டை, திருவாரூர். (2) ரா.திலக்குமார், 2/204, கீழ்வீதி, குன்னூர், முத்துப்பேட்டை, திருவாரூர். (3) அ.அஜித்குமார், 1, மேல்சேந்தி, குன்னூர், முத்துப்பேட்டை, திருவாரூர்.: [22, 1285, 303, 1371]
- field-label: அமைப்பாளர் :: [627, 1521, 716, 1534]
- part-entry: பாகம் – 227 : த.சாமிநாதன், கேசவபெருமாள்புரம், உப்பூர், திருவாரூர்.: [928, 149, 1210, 176]
- branch-header: அம்பலூர் வடக்கு கிளை: [693, 444, 840, 459]
- field-label: அமைப்பாளர் :: [627, 152, 709, 165]
- branch-header: பிரதான சாலை கிளை: [702, 579, 832, 593]
- field-label: துணை அமைப்பாளர்கள் :: [324, 1153, 466, 1166]
- organizer-entry: அமைப்பாளர் : ரா.ராஜ்குமார், 2/204, கீழசேந்தி, குன்னூர், முத்துப்பேட்டை, திருவாரூர்.: [22, 1400, 303, 1427]
- panchayat-header: ஜாம்புவானோடை ஊராட்சி: [1278, 676, 1466, 698]
- field-label: பாகம் – 222 :: [324, 1670, 418, 1683]
- field-label: துணை அமைப்பாளர்கள் :: [627, 633, 772, 646]
- field-label: பாகம் – 240 :: [324, 967, 399, 980]
- deputy-organizers-entry: துணை அமைப்பாளர்கள் : (1) சூ.ஜோதிவண்ணன், 2/185, கீழசேந்தி, குன்னூர், முத்துப்பேட்டை, திருவாரூர். (2) க.சிவா, 4/157, கீழத்தெரு, எக்கல், குன்னூர், முத்துப்பேட்டை, திருவாரூர். (3) செ.அன்புமணி, 4/126, வடக்கு தெரு, எக்கல், குன்னூர், முத்துப்பேட்டை, திருவாரூர்.: [22, 1434, 303, 1520]
- field-label: அமைப்பாளர் :: [1231, 494, 1312, 507]
- field-label: பாகம் – 215 :: [928, 447, 1003, 460]
- part-entry: பாகம் – 228 : கா.தகாரசன், மாரியம்மன் கோயில் தெரு, ஆய்வூர், திருவாரூர்.: [928, 182, 1210, 210]
- field-label: பாகம் – 226 :: [324, 1803, 426, 1816]
- field-label: பாகம் – 212 :: [324, 268, 414, 281]
- field-label: அமைப்பாளர் :: [324, 1461, 420, 1474]
- murasoli-rooster-emblem-icon: [530, 29, 570, 68]
- field-label: துணை அமைப்பாளர்கள் :: [22, 1761, 162, 1774]
- part-entry: பாகம் – 205 : மு.சக்தி, 2/68, ஜீவா தெரு, வேப்பஞ்சேரி, திருவாரூர்.: [928, 1009, 1210, 1037]
- panchayat-header: பாண்டி ஊராட்சி: [1311, 103, 1432, 125]
- organizer-entry: அமைப்பாளர் : பொ.ழரவி, 1/176, கோபாலசமுத்திரம், உப்பூர், முத்துப்பேட்டை, திருவாரூர்.: [627, 1641, 907, 1668]
- deputy-organizers-entry: துணை அமைப்பாளர்கள் : (1) மு.தினேஷ், தெற்குத் தெரு, வேப்பஞ்சேரி, முத்துப்பேட்டை, திருவாரூர். (2) ஐ.செல்வ கணபதி, தெற்குத் தெரு, கீழ்ப்பாண்டி, வேப்பஞ்சேரி, முத்துப்பேட்டை, திருவாரூர். (3) க.சுந்தரேசன், கீழ்ப்பாண்டி, வேப்பஞ்சேரி, முத்துப்பேட்டை, திருவாரூர்.: [928, 749, 1210, 835]
- field-label: துணை அமைப்பாளர்கள் :: [22, 476, 166, 489]
- field-label: அமைப்பாளர் :: [324, 792, 412, 805]
- organizer-entry: அமைப்பாளர் : மா.சிவநேசவன், 3/83, கடம்பிளாக்கம், எக்கல், குன்னூர், முத்துப்பேட்டை, திருவாரூர்.: [22, 1251, 303, 1279]
